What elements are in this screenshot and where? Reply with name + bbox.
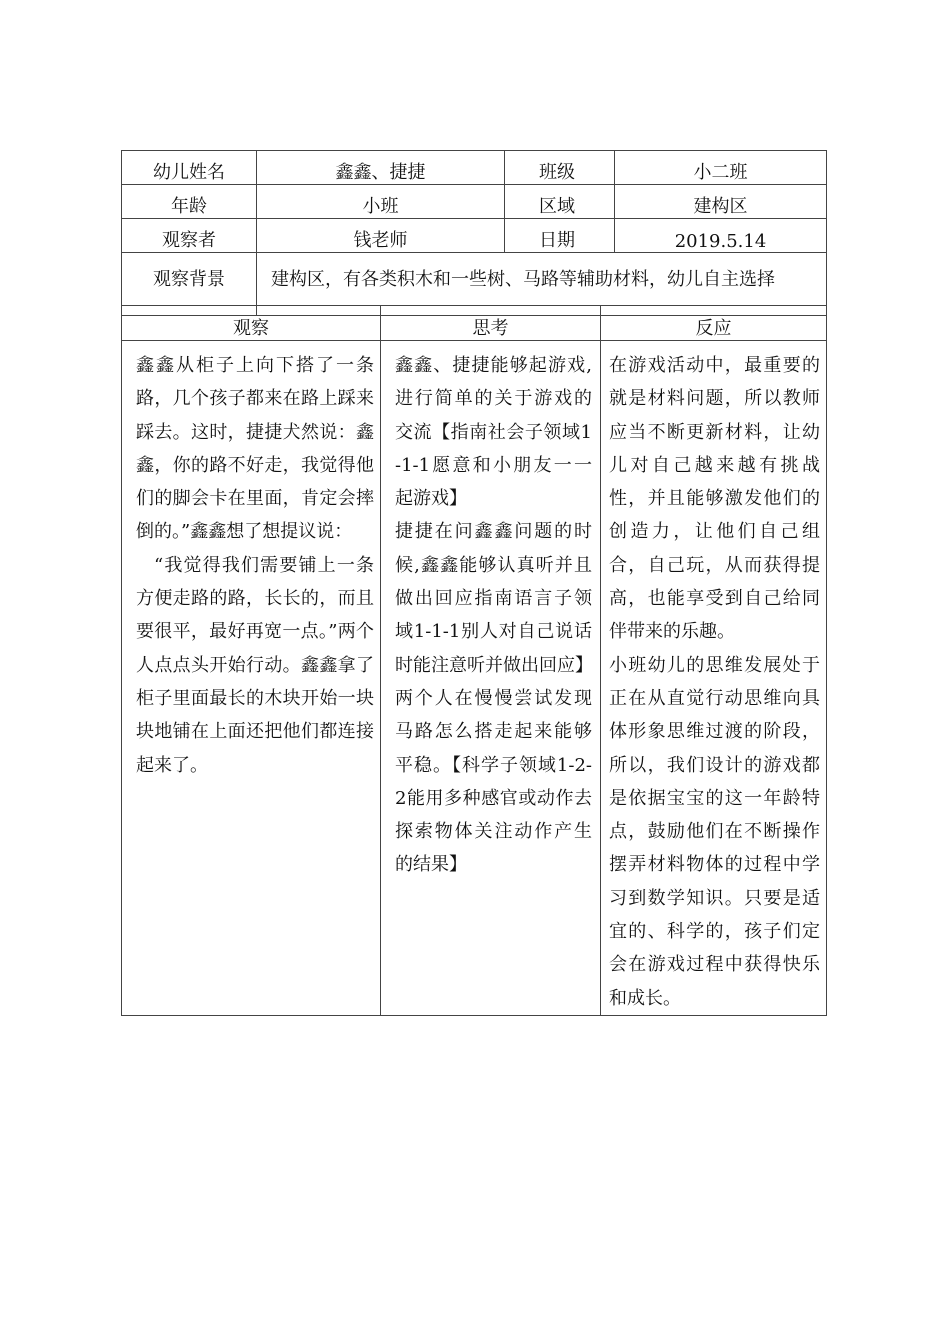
observation-body-row	[122, 341, 827, 1016]
observation-table	[121, 305, 827, 1016]
observe-paragraph: 鑫鑫从柜子上向下搭了一条路，几个孩子都来在路上踩来踩去。这时，捷捷犬然说：鑫鑫，你的路不好走，我觉得他们的脚会卡在里面，肯定会摔倒的。”鑫鑫想了想提议说：	[136, 355, 374, 543]
background-value: 建构区，有各类积木和一些树、马路等辅助材料，幼儿自主选择	[257, 253, 827, 316]
info-row-observer	[122, 219, 827, 253]
info-table	[121, 150, 827, 316]
age-label: 年龄	[122, 185, 257, 219]
info-row-age	[122, 185, 827, 219]
area-label: 区域	[505, 185, 615, 219]
age-value: 小班	[257, 185, 505, 219]
think-paragraph: 鑫鑫、捷捷能够起游戏,进行简单的关于游戏的交流【指南社会子领域1-1-1愿意和小朋友一一起游戏】	[395, 355, 592, 510]
observer-label: 观察者	[122, 219, 257, 253]
think-paragraph: 捷捷在问鑫鑫问题的时候,鑫鑫能够认真听并且做出回应指南语言子领域1-1-1别人对自己说话时能注意听并做出回应】	[395, 521, 593, 676]
child-name-value: 鑫鑫、捷捷	[257, 151, 505, 185]
info-row-name	[122, 151, 827, 185]
think-cell	[381, 341, 601, 1016]
column-header-observe: 观察	[122, 306, 381, 341]
class-label: 班级	[505, 151, 615, 185]
area-value: 建构区	[615, 185, 827, 219]
column-header-think: 思考	[381, 306, 601, 341]
respond-paragraph: 小班幼儿的思维发展处于正在从直觉行动思维向具体形象思维过渡的阶段，所以，我们设计的游戏都是依据宝宝的这一年龄特点，鼓励他们在不断操作摆弄材料物体的过程中学习到数学知识。只要是适宜的、科学的，孩子们定会在游戏过程中获得快乐和成长。	[609, 654, 820, 1009]
think-paragraph: 两个人在慢慢尝试发现马路怎么搭走起来能够平稳。【科学子领域1-2-2能用多种感官或动作去探索物体关注动作产生的结果】	[395, 687, 592, 876]
observer-value: 钱老师	[257, 219, 505, 253]
respond-paragraph: 在游戏活动中，最重要的就是材料问题，所以教师应当不断更新材料，让幼儿对自己越来越有挑战性，并且能够激发他们的创造力，让他们自己组合，自己玩，从而获得提高，也能享受到自己给同伴带来的乐趣。	[609, 355, 820, 643]
class-value: 小二班	[615, 151, 827, 185]
date-value: 2019.5.14	[615, 219, 827, 253]
observation-header-row	[122, 306, 827, 341]
child-name-label: 幼儿姓名	[122, 151, 257, 185]
column-header-respond: 反应	[601, 306, 827, 341]
respond-cell	[601, 341, 827, 1016]
observe-paragraph: “我觉得我们需要铺上一条方便走路的路，长长的，而且要很平，最好再宽一点。”两个人点点头开始行动。鑫鑫拿了柜子里面最长的木块开始一块块地铺在上面还把他们都连接起来了。	[136, 554, 374, 776]
background-label: 观察背景	[122, 253, 257, 316]
date-label: 日期	[505, 219, 615, 253]
observe-cell	[122, 341, 381, 1016]
